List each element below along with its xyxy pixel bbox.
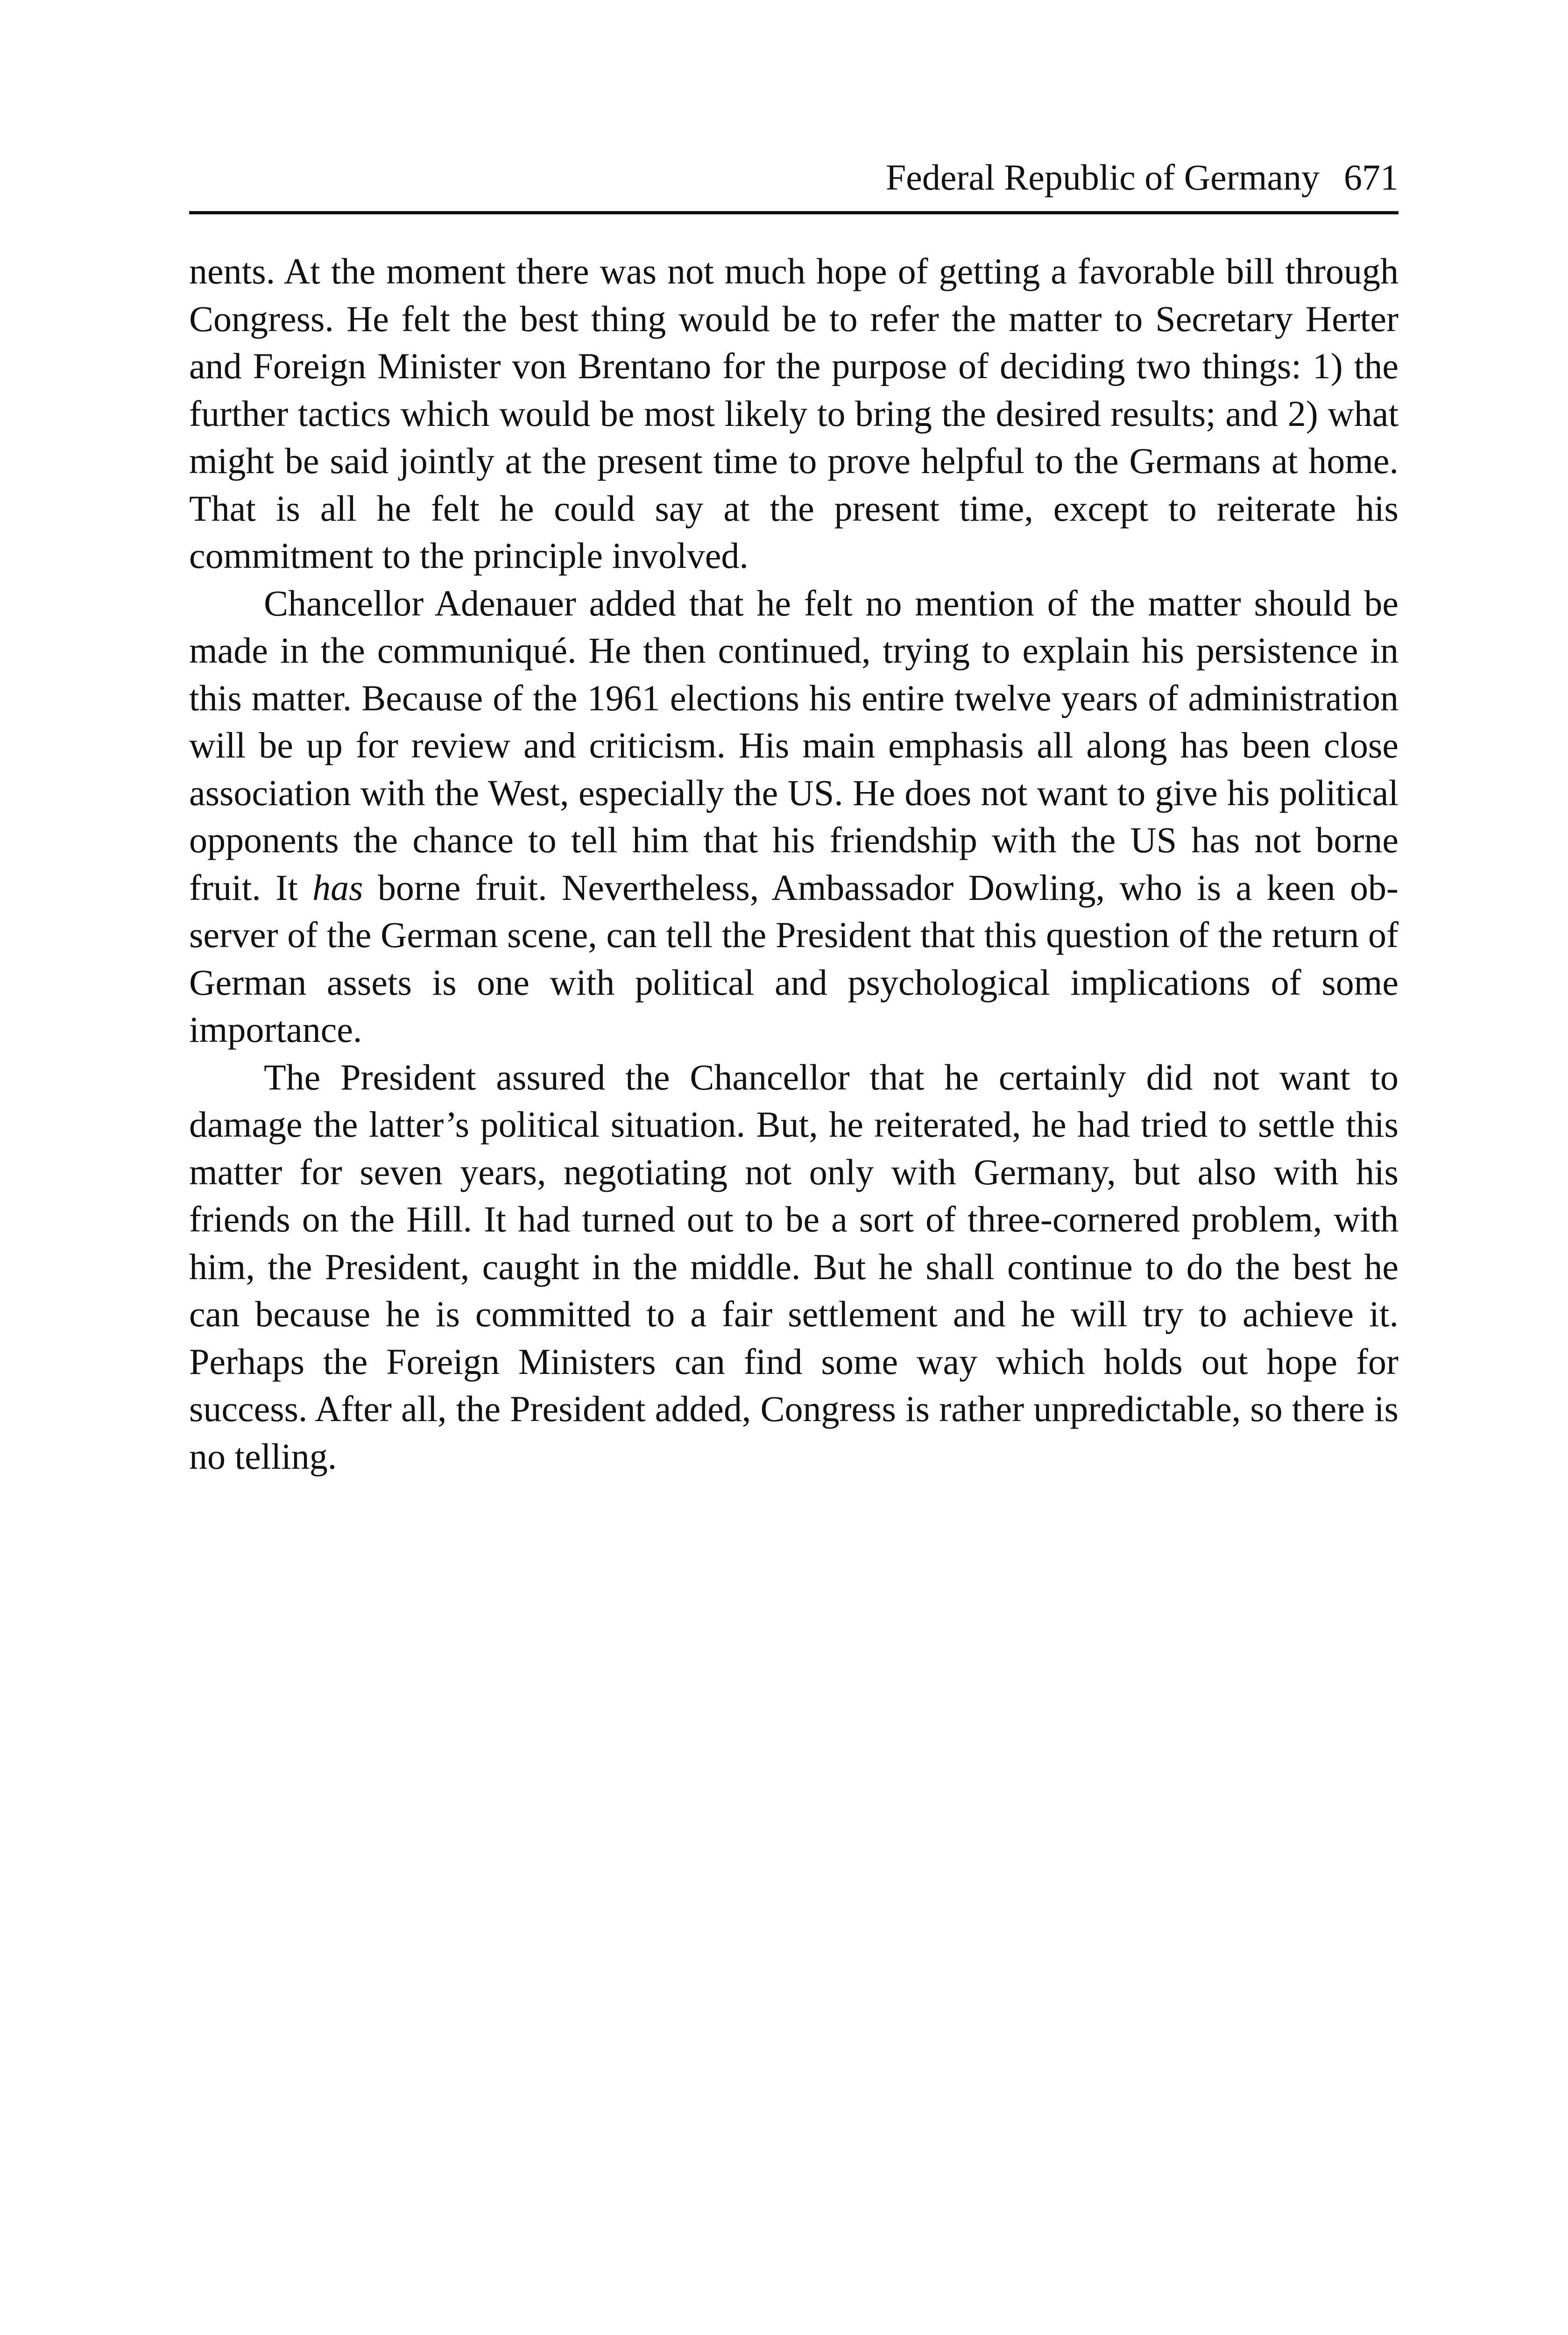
page-number: 671 bbox=[1344, 157, 1398, 198]
header-rule bbox=[189, 211, 1398, 214]
paragraph-2-italic-word: has bbox=[312, 867, 363, 908]
body-text bbox=[189, 248, 1398, 1480]
paragraph-1: nents. At the moment there was not much hope of getting a favorable bill through Congress. He felt the best thing would be to refer the matter to Secretary Herter and Foreign Minister von Brentano for the purpose of deciding two things: 1) the further tactics which would be most likely to bring the desired results; and 2) what might be said jointly at the present time to prove helpful to the Germans at home. That is all he felt he could say at the present time, except to reiterate his commitment to the principle involved. bbox=[189, 251, 1398, 576]
running-title: Federal Republic of Germany bbox=[885, 157, 1320, 198]
paragraph-2 bbox=[189, 580, 1398, 1054]
paragraph-2-text-b: borne fruit. Nevertheless, Ambassador Dowling, who is a keen observer of the German scene, can tell the President that this question of the return of German assets is one with political and psychological implications of some importance. bbox=[189, 867, 1399, 1050]
paragraph-2-text-a: Chancellor Adenauer added that he felt no mention of the matter should be made in the communiqué. He then continued, trying to explain his persistence in this matter. Because of the 1961 elections his entire twelve years of administration will be up for review and criticism. His main emphasis all along has been close association with the West, especially the US. He does not want to give his political opponents the chance to tell him that his friendship with the US has not borne fruit. It bbox=[189, 582, 1398, 908]
running-head bbox=[189, 154, 1398, 210]
paragraph-3: The President assured the Chancellor that he certainly did not want to damage the latter’s political situation. But, he reiterated, he had tried to settle this matter for seven years, negotiating not only with Germany, but also with his friends on the Hill. It had turned out to be a sort of three-cornered problem, with him, the President, caught in the middle. But he shall continue to do the best he can because he is committed to a fair settlement and he will try to achieve it. Perhaps the Foreign Ministers can find some way which holds out hope for success. After all, the President added, Congress is rather unpredictable, so there is no telling. bbox=[189, 1056, 1398, 1477]
